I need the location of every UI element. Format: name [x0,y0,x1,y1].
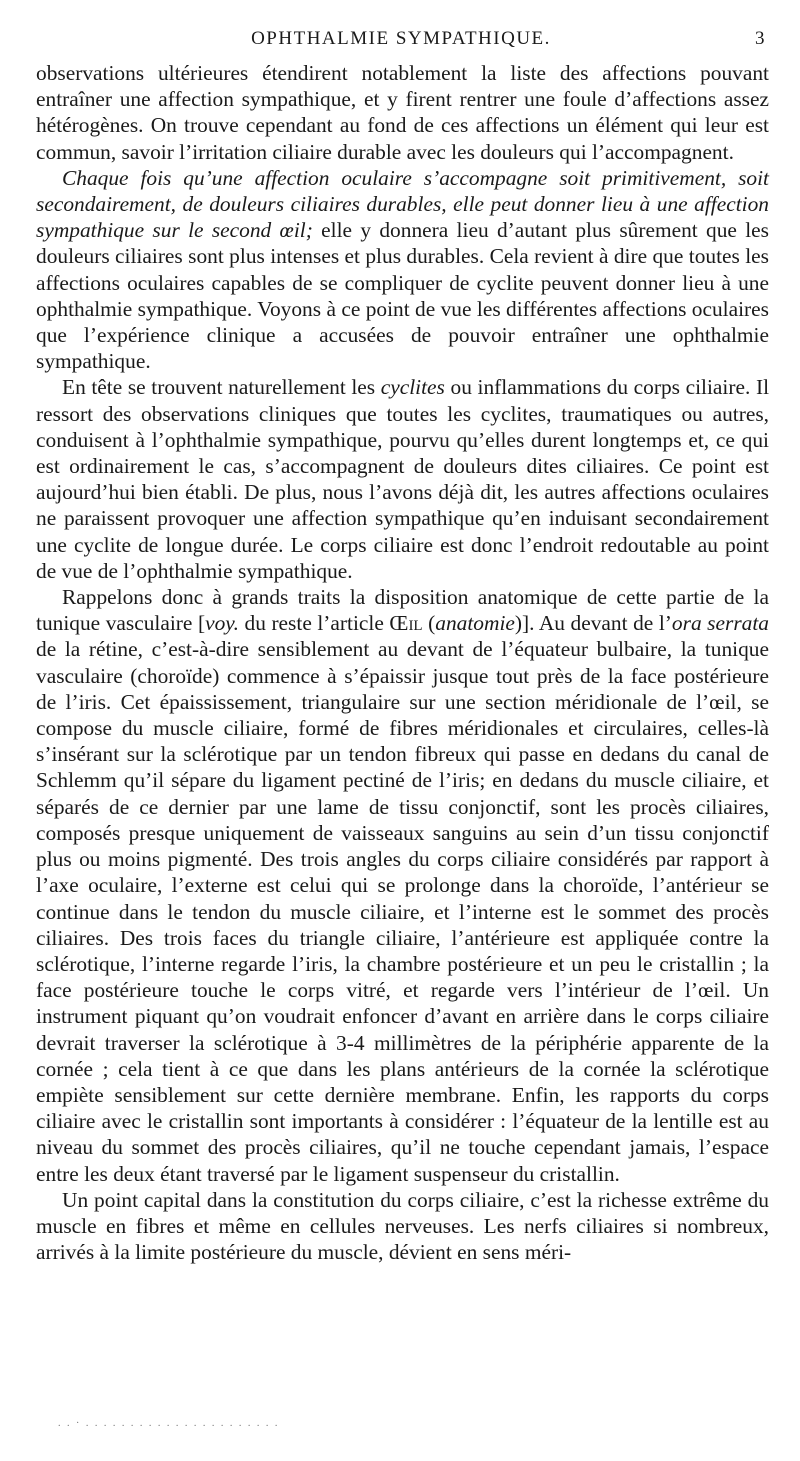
paragraph-4-voy: voy. [205,611,239,636]
paragraph-4-oeil: Œil [389,611,423,636]
footer-marks: . . · . . . . . . . . . . . . . . . . . . . . . . [58,1418,280,1429]
paragraph-5-text: Un point capital dans la constitution du corps ciliaire, c’est la richesse extrême du muscle en fibres et même en cellules nerveuses. Les nerfs ciliaires si nombreux, arrivés à la limite postérieure du muscle, dévient en sens méri- [36,1187,769,1265]
page-number: 3 [755,28,766,49]
paragraph-4-text-a: Rappelons donc à grands traits la disposition anatomique de cette partie de la tunique vasculaire [ [36,585,769,636]
paragraph-2-text: elle y donnera lieu d’autant plus sûrement que les douleurs ciliaires sont plus intenses et plus durables. Cela revient à dire que toutes les affections oculaires capables de se compliquer de cyclite peuvent donner lieu à une ophthalmie sympathique. Voyons à ce point de vue les différentes affections oculaires que l’expérience clinique a accusées de pouvoir entraîner une ophthalmie sympathique. [36,218,769,374]
paragraph-4-text-b: du reste l’article [238,611,390,636]
paragraph-3-text-b: ou inflammations du corps ciliaire. Il ressort des observations cliniques que toutes les cyclites, traumatiques ou autres, conduisent à l’ophthalmie sympathique, pourvu qu’elles durent longtemps et, ce qui est ordinairement le cas, s’accompagnent de douleurs dites ciliaires. Ce point est aujourd’hui bien établi. De plus, nous l’avons déjà dit, les autres affections oculaires ne paraissent provoquer une affection sympathique qu’en induisant secondairement une cyclite de longue durée. Le corps ciliaire est donc l’endroit redoutable au point de vue de l’ophthalmie sympathique. [36,375,770,583]
paragraph-5 [36,1187,769,1266]
body-text [36,60,769,1265]
running-title: OPHTHALMIE SYMPATHIQUE. [251,28,551,49]
paragraph-3 [36,374,769,584]
paragraph-4 [36,584,769,1187]
paragraph-1 [36,60,769,165]
paragraph-4-text-c: ( [422,611,436,636]
paragraph-4-text-d: )]. Au devant de l’ [514,611,672,636]
paragraph-2-italic: Chaque fois qu’une affection oculaire s’accompagne soit primitivement, soit secondairement, de douleurs ciliaires durables, elle peut donner lieu à une affection sympathique sur le second œil; [36,165,769,243]
paragraph-1-text: observations ultérieures étendirent notablement la liste des affections pouvant entraîner une affection sympathique, et y firent rentrer une foule d’affections assez hétérogènes. On trouve cependant au fond de ces affections un élément qui leur est commun, savoir l’irritation ciliaire durable avec les douleurs qui l’accompagnent. [36,61,769,164]
paragraph-2 [36,165,769,375]
paragraph-3-text-a: En tête se trouvent naturellement les [62,375,381,400]
paragraph-3-italic: cyclites [380,375,445,400]
paragraph-4-text-e: de la rétine, c’est-à-dire sensiblement au devant de l’équateur bulbaire, la tunique vasculaire (choroïde) commence à s’épaissir jusque tout près de la face postérieure de l’iris. Cet épaississement, triangulaire sur une section méridionale de l’œil, se compose du muscle ciliaire, formé de fibres méridionales et circulaires, celles-là s’insérant sur la sclérotique par un tendon fibreux qui passe en dedans du canal de Schlemm qu’il sépare du ligament pectiné de l’iris; en dedans du muscle ciliaire, et séparés de ce dernier par une lame de tissu conjonctif, sont les procès ciliaires, composés presque uniquement de vaisseaux sanguins au sein d’un tissu conjonctif plus ou moins pigmenté. Des trois angles du corps ciliaire considérés par rapport à l’axe oculaire, l’externe est celui qui se prolonge dans la choroïde, l’antérieur se continue dans le tendon du muscle ciliaire, et l’interne est le sommet des procès ciliaires. Des trois faces du triangle ciliaire, l’antérieure est appliquée contre la sclérotique, l’interne regarde l’iris, la chambre postérieure et un peu le cristallin ; la face postérieure touche le corps vitré, et regarde vers l’intérieur de l’œil. Un instrument piquant qu’on voudrait enfoncer d’avant en arrière dans le corps ciliaire devrait traverser la sclérotique à 3-4 millimètres de la périphérie apparente de la cornée ; cela tient à ce que dans les plans antérieurs de la cornée la sclérotique empiète sensiblement sur cette dernière membrane. Enfin, les rapports du corps ciliaire avec le cristallin sont importants à considérer : l’équateur de la lentille est au niveau du sommet des procès ciliaires, qu’il ne touche cependant jamais, l’espace entre les deux étant traversé par le ligament suspenseur du cristallin. [36,637,769,1186]
paragraph-4-ora-serrata: ora serrata [671,611,769,636]
running-header [36,28,766,56]
paragraph-4-anatomie: anatomie [435,611,515,636]
